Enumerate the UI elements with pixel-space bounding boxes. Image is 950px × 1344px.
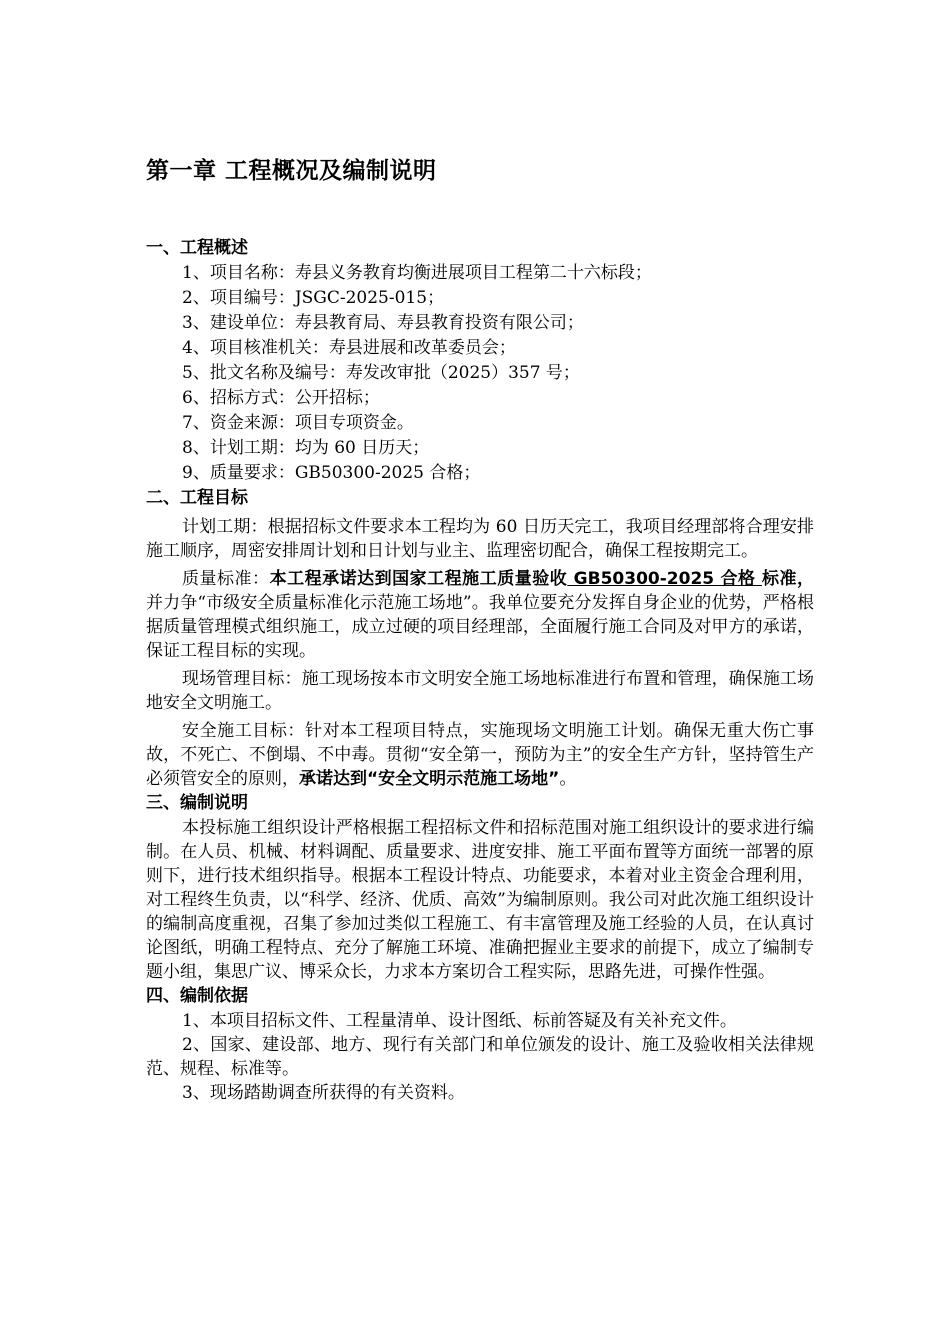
quality-details: 并力争“市级安全质量标准化示范施工场地”。我单位要充分发挥自身企业的优势，严格根据质量管理模式组织施工，成立过硬的项目经理部，全面履行施工合同及对甲方的承诺，保证工程目标的实现。 <box>146 593 814 661</box>
section-heading-compilation: 三、编制说明 <box>146 793 248 813</box>
list-item: 3、建设单位：寿县教育局、寿县教育投资有限公司； <box>182 313 584 333</box>
list-item: 6、招标方式：公开招标； <box>182 388 380 408</box>
list-item: 3、现场踏勘调查所获得的有关资料。 <box>182 1083 465 1103</box>
list-item: 8、计划工期：均为 60 日历天； <box>182 438 430 458</box>
chapter-title: 第一章 工程概况及编制说明 <box>146 158 437 184</box>
quality-standard-word: 标准， <box>761 569 815 589</box>
list-item: 4、项目核准机关：寿县进展和改革委员会； <box>182 338 516 358</box>
document-body <box>146 236 814 1105</box>
list-item: 9、质量要求：GB50300-2025 合格； <box>182 463 481 483</box>
safety-details: 安全施工目标：针对本工程项目特点，实施现场文明施工计划。确保无重大伤亡事故，不死亡、不倒塌、不中毒。贯彻“安全第一，预防为主”的安全生产方针，坚持管生产必须管安全的原则， <box>146 721 814 789</box>
list-item: 7、资金来源：项目专项资金。 <box>182 413 414 433</box>
quality-commitment: 本工程承诺达到国家工程施工质量验收 <box>269 569 568 589</box>
site-management-paragraph: 现场管理目标：施工现场按本市文明安全施工场地标准进行布置和管理，确保施工场地安全文明施工。 <box>146 669 814 713</box>
overview-list <box>146 261 814 486</box>
quality-paragraph <box>146 567 814 663</box>
list-item: 2、项目编号：JSGC-2025-015； <box>182 288 445 308</box>
compilation-paragraph: 本投标施工组织设计严格根据工程招标文件和招标范围对施工组织设计的要求进行编制。在人员、机械、材料调配、质量要求、进度安排、施工平面布置等方面统一部署的原则下，进行技术组织指导。根据本工程设计特点、功能要求，本着对业主资金合理利用，对工程终生负责，以“科学、经济、优质、高效”为编制原则。我公司对此次施工组织设计的编制高度重视，召集了参加过类似工程施工、有丰富管理及施工经验的人员，在认真讨论图纸，明确工程特点、充分了解施工环境、准确把握业主要求的前提下，成立了编制专题小组，集思广议、博采众长，力求本方案切合工程实际，思路先进，可操作性强。 <box>146 818 814 982</box>
section-heading-goals: 二、工程目标 <box>146 488 248 508</box>
list-item: 5、批文名称及编号：寿发改审批（2025）357 号； <box>182 363 580 383</box>
section-heading-overview: 一、工程概述 <box>146 238 248 258</box>
list-item: 1、本项目招标文件、工程量清单、设计图纸、标前答疑及有关补充文件。 <box>182 1011 737 1031</box>
list-item: 2、国家、建设部、地方、现行有关部门和单位颁发的设计、施工及验收相关法律规范、规程、标准等。 <box>146 1035 814 1079</box>
schedule-paragraph: 计划工期：根据招标文件要求本工程均为 60 日历天完工，我项目经理部将合理安排施工顺序，周密安排周计划和日计划与业主、监理密切配合，确保工程按期完工。 <box>146 517 814 561</box>
safety-end: 。 <box>559 769 577 789</box>
safety-commitment: 承诺达到“安全文明示范施工场地” <box>299 769 560 789</box>
section-heading-basis: 四、编制依据 <box>146 986 248 1006</box>
quality-standard-code: GB50300-2025 合格 <box>567 569 762 589</box>
list-item: 1、项目名称：寿县义务教育均衡进展项目工程第二十六标段； <box>182 263 652 283</box>
safety-paragraph <box>146 719 814 791</box>
quality-label: 质量标准： <box>182 569 270 589</box>
